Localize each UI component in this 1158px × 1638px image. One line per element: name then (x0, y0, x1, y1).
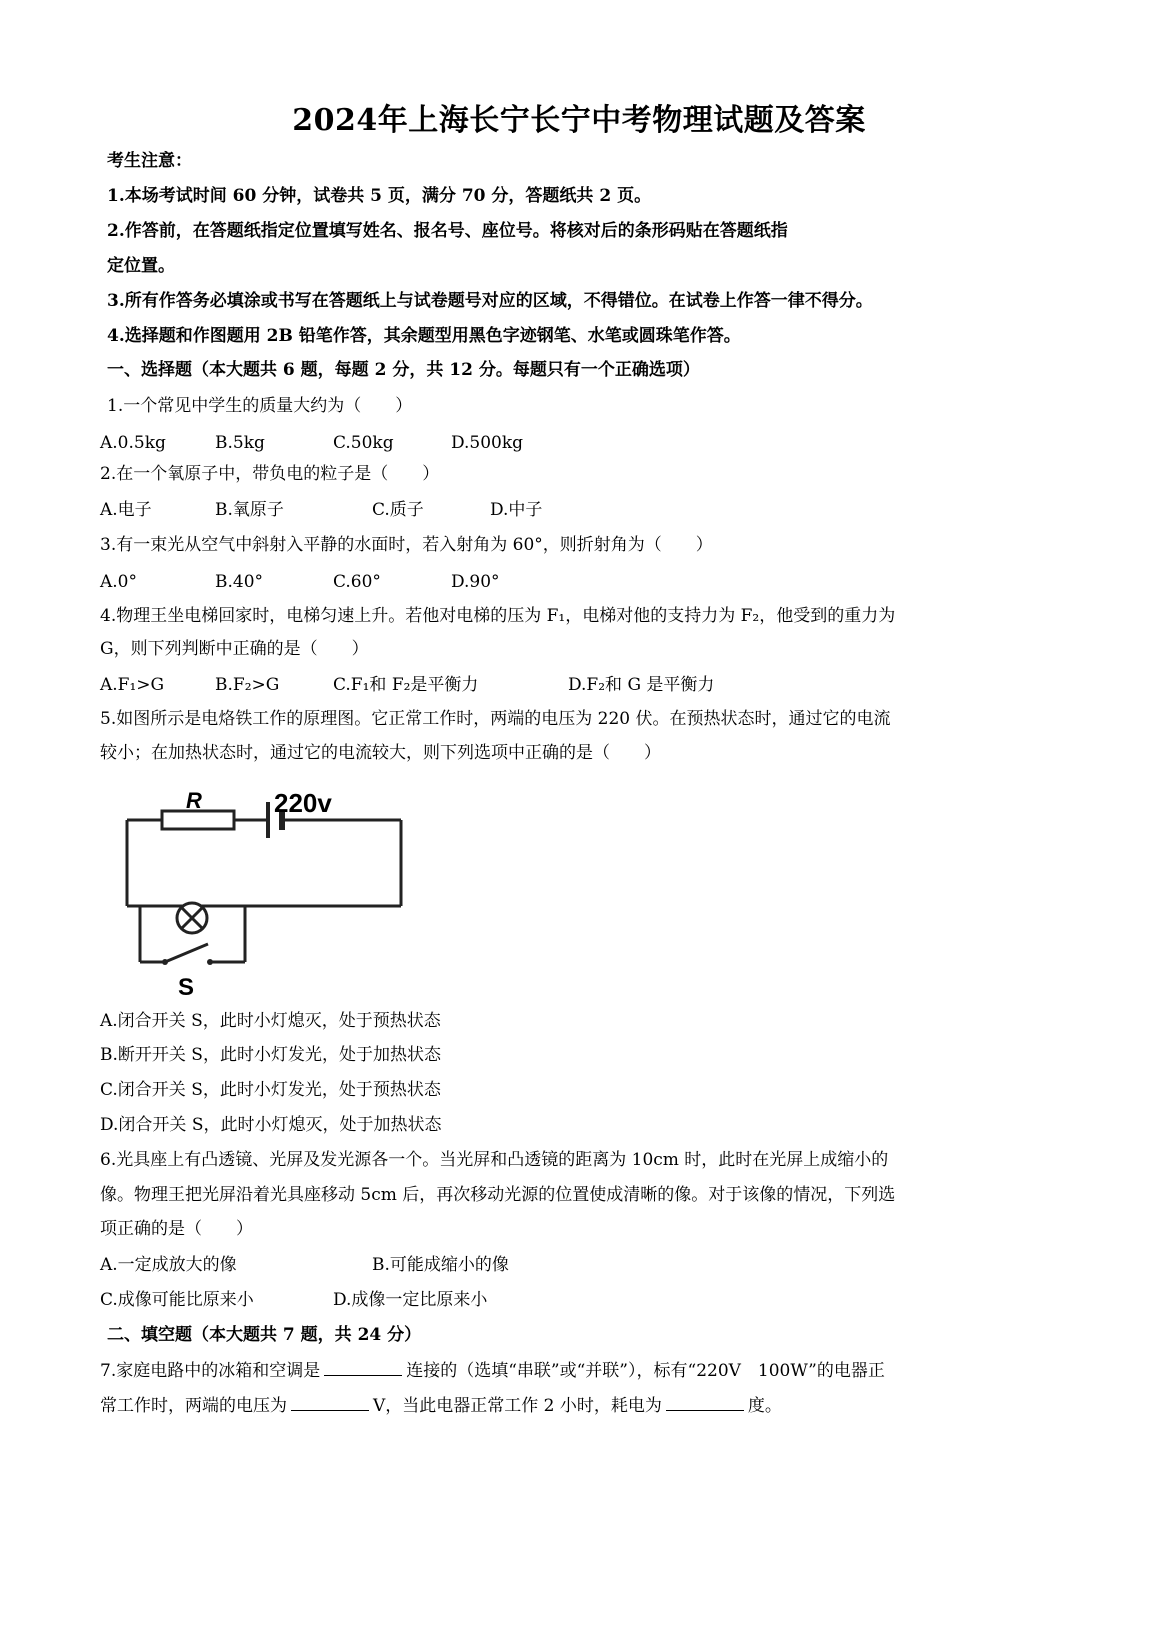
section-heading: 一、选择题（本大题共 6 题，每题 2 分，共 12 分。每题只有一个正确选项） (107, 360, 700, 380)
q7-text-part: 常工作时，两端的电压为 (100, 1396, 287, 1416)
option-a: A.闭合开关 S，此时小灯熄灭，处于预热状态 (100, 1011, 441, 1031)
option-d: D.成像一定比原来小 (333, 1290, 488, 1310)
switch-icon (162, 944, 213, 965)
question-stem: 项正确的是（ ） (100, 1219, 253, 1239)
option-c: C.60° (333, 572, 381, 592)
voltage-label: 220v (274, 790, 332, 818)
section-heading: 二、填空题（本大题共 7 题，共 24 分） (107, 1325, 422, 1345)
option-c: C.质子 (372, 500, 424, 520)
option-b: B.F₂>G (215, 675, 280, 695)
question-stem: 较小；在加热状态时，通过它的电流较大，则下列选项中正确的是（ ） (100, 743, 661, 763)
option-d: D.闭合开关 S，此时小灯熄灭，处于加热状态 (100, 1115, 442, 1135)
q7-text-part: 连接的（选填“串联”或“并联”），标有“220V 100W”的电器正 (406, 1361, 885, 1381)
option-d: D.中子 (490, 500, 543, 520)
option-a: A.0° (100, 572, 137, 592)
question-stem: 5.如图所示是电烙铁工作的原理图。它正常工作时，两端的电压为 220 伏。在预热状态时，通过它的电流 (100, 709, 891, 729)
question-stem: 3.有一束光从空气中斜射入平静的水面时，若入射角为 60°，则折射角为（ ） (100, 535, 713, 555)
notice-item: 2.作答前，在答题纸指定位置填写姓名、报名号、座位号。将核对后的条形码贴在答题纸指 (107, 221, 788, 241)
option-c: C.闭合开关 S，此时小灯发光，处于预热状态 (100, 1080, 441, 1100)
option-a: A.F₁>G (100, 675, 165, 695)
question-stem (100, 1394, 782, 1417)
question-stem: 2.在一个氧原子中，带负电的粒子是（ ） (100, 464, 440, 484)
switch-label: S (178, 974, 195, 1000)
option-b: B.断开开关 S，此时小灯发光，处于加热状态 (100, 1045, 441, 1065)
option-d: D.500kg (451, 433, 524, 453)
option-c: C.50kg (333, 433, 394, 453)
notice-item: 定位置。 (107, 256, 175, 276)
question-stem: 6.光具座上有凸透镜、光屏及发光源各一个。当光屏和凸透镜的距离为 10cm 时，此时在光屏上成缩小的 (100, 1150, 889, 1170)
notice-item: 1.本场考试时间 60 分钟，试卷共 5 页，满分 70 分，答题纸共 2 页。 (107, 186, 652, 206)
option-d: D.90° (451, 572, 500, 592)
resistor-symbol (162, 811, 234, 829)
question-stem: 1.一个常见中学生的质量大约为（ ） (107, 396, 413, 416)
option-b: B.氧原子 (215, 500, 284, 520)
option-b: B.40° (215, 572, 264, 592)
circuit-diagram (120, 790, 420, 1000)
option-a: A.一定成放大的像 (100, 1255, 237, 1275)
option-b: B.可能成缩小的像 (372, 1255, 509, 1275)
q7-text-part: 7.家庭电路中的冰箱和空调是 (100, 1361, 321, 1381)
question-stem: 4.物理王坐电梯回家时，电梯匀速上升。若他对电梯的压为 F₁，电梯对他的支持力为 F₂，他受到的重力为 (100, 606, 896, 626)
q7-text-part: V，当此电器正常工作 2 小时，耗电为 (373, 1396, 662, 1416)
option-c: C.F₁和 F₂是平衡力 (333, 675, 479, 695)
question-stem: G，则下列判断中正确的是（ ） (100, 639, 369, 659)
page-title: 2024年上海长宁长宁中考物理试题及答案 (292, 103, 866, 138)
option-a: A.电子 (100, 500, 152, 520)
lamp-icon (177, 903, 207, 933)
option-b: B.5kg (215, 433, 265, 453)
notice-item: 3.所有作答务必填涂或书写在答题纸上与试卷题号对应的区域，不得错位。在试卷上作答一律不得分。 (107, 291, 873, 311)
question-stem: 像。物理王把光屏沿着光具座移动 5cm 后，再次移动光源的位置使成清晰的像。对于该像的情况，下列选 (100, 1185, 896, 1205)
answer-blank[interactable] (666, 1394, 744, 1411)
option-a: A.0.5kg (100, 433, 166, 453)
question-stem (100, 1359, 885, 1382)
answer-blank[interactable] (324, 1359, 402, 1376)
notice-item: 4.选择题和作图题用 2B 铅笔作答，其余题型用黑色字迹钢笔、水笔或圆珠笔作答。 (107, 326, 741, 346)
q7-text-part: 度。 (747, 1396, 782, 1416)
notice-heading: 考生注意： (107, 151, 192, 171)
resistor-label: R (186, 790, 202, 813)
option-d: D.F₂和 G 是平衡力 (568, 675, 715, 695)
answer-blank[interactable] (291, 1394, 369, 1411)
option-c: C.成像可能比原来小 (100, 1290, 254, 1310)
